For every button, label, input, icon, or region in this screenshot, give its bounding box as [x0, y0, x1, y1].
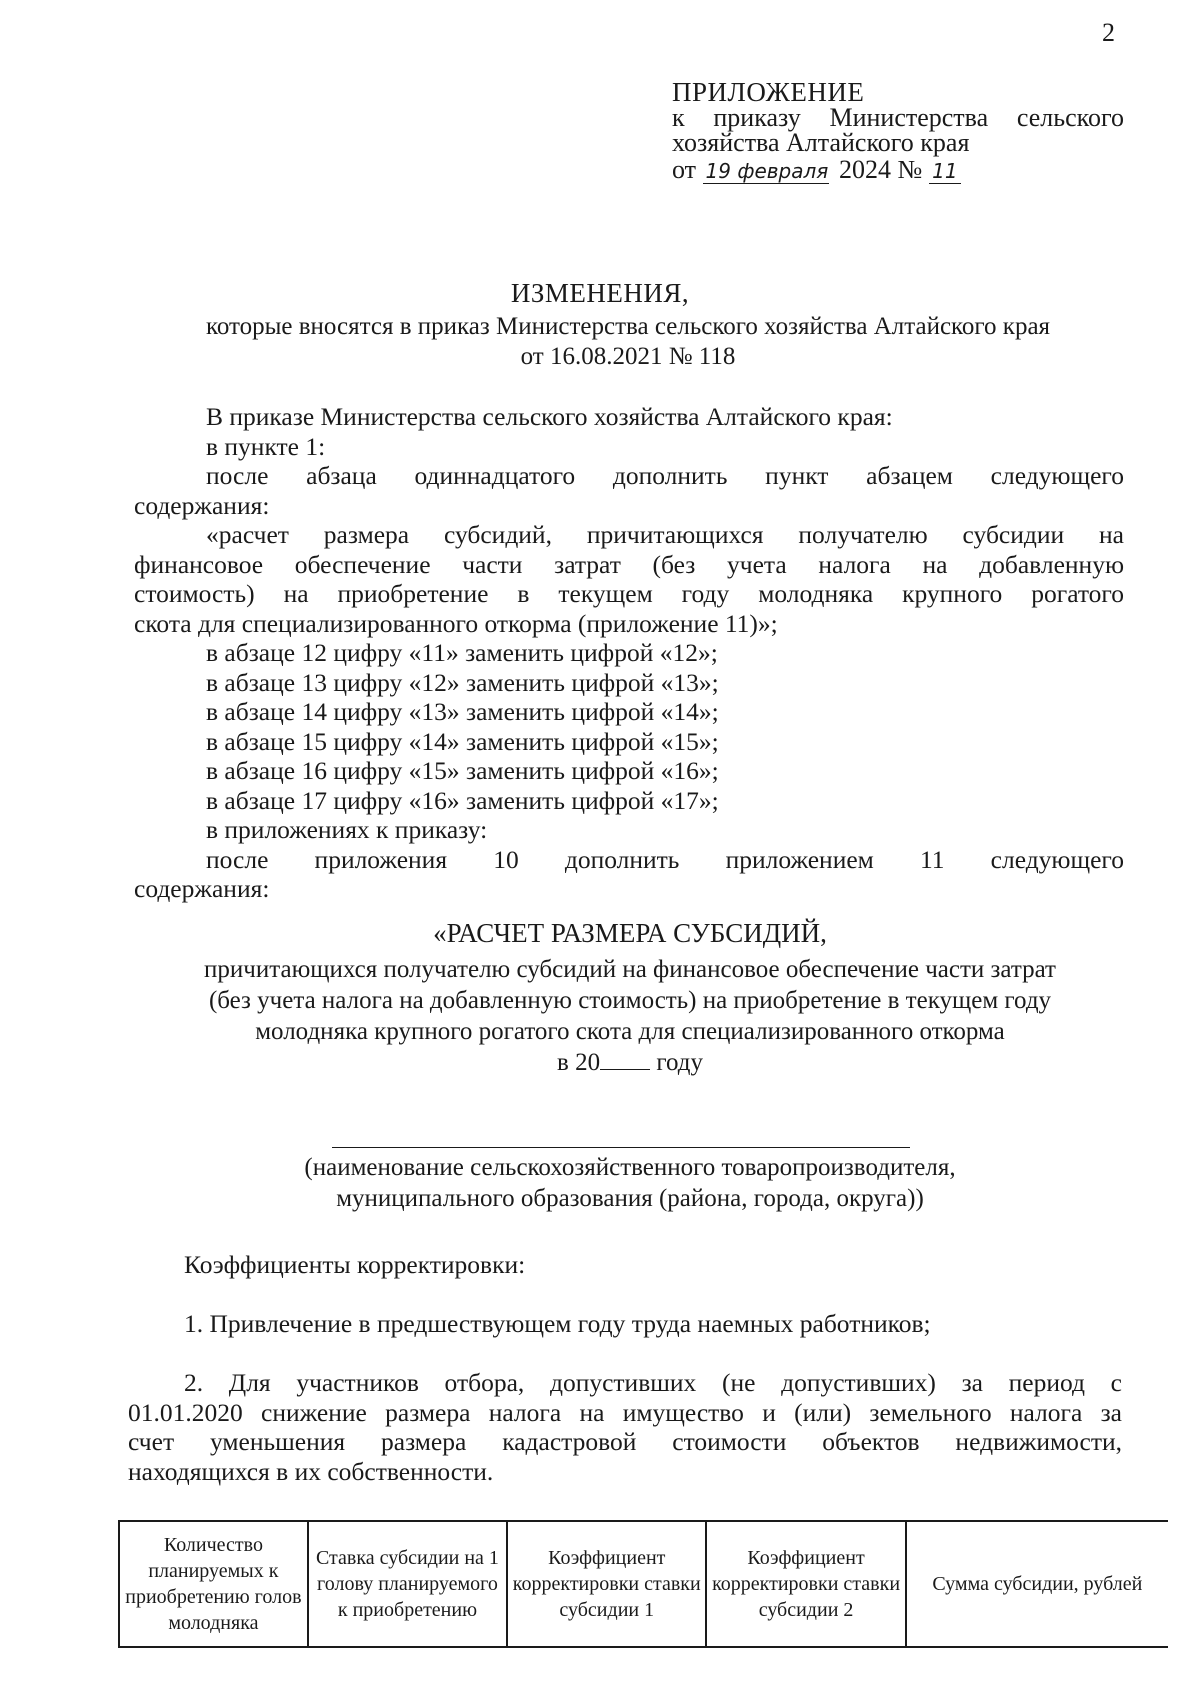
coefficient-line: 2. Для участников отбора, допустивших (не допустивших) за период с	[184, 1368, 1122, 1397]
handwritten-order-number: 11	[929, 159, 961, 184]
number-sign: №	[897, 155, 923, 184]
coefficient-line: находящихся в их собственности.	[128, 1456, 494, 1486]
coefficients-heading: Коэффициенты корректировки:	[184, 1250, 526, 1279]
subsidy-table	[118, 1520, 1168, 1648]
body-paragraph: скота для специализированного откорма (приложение 11)»;	[134, 608, 778, 638]
body-paragraph: в приложениях к приказу:	[206, 815, 488, 844]
handwritten-date: 19 февраля	[703, 159, 829, 184]
order-year: 2024	[839, 155, 892, 184]
calculation-subtitle-line: причитающихся получателю субсидий на финансовое обеспечение части затрат	[204, 956, 1056, 983]
calculation-subtitle-line: (без учета налога на добавленную стоимость) на приобретение в текущем году	[208, 987, 1052, 1014]
appendix-date	[672, 157, 1124, 184]
date-prefix: от	[672, 155, 697, 184]
table-header-cell: Ставка субсидии на 1 голову планируемого к приобретению	[308, 1521, 507, 1647]
table-header-cell: Коэффициент корректировки ставки субсидии 1	[507, 1521, 706, 1647]
replacement-item: в абзаце 17 цифру «16» заменить цифрой «17»;	[206, 785, 719, 815]
body-paragraph: стоимость) на приобретение в текущем году молодняка крупного рогатого	[134, 579, 1124, 608]
replacement-item: в абзаце 12 цифру «11» заменить цифрой «12»;	[206, 638, 718, 667]
name-caption	[130, 1152, 1130, 1214]
appendix-block	[672, 77, 1124, 184]
body-paragraph: финансовое обеспечение части затрат (без учета налога на добавленную	[134, 549, 1124, 579]
body-paragraph: содержания:	[134, 874, 270, 903]
calculation-title: «РАСЧЕТ РАЗМЕРА СУБСИДИЙ,	[433, 918, 827, 948]
changes-subtitle-line: которые вносятся в приказ Министерства сельского хозяйства Алтайского края	[205, 313, 1051, 340]
body-paragraph: в пункте 1:	[206, 431, 326, 461]
replacement-item: в абзаце 15 цифру «14» заменить цифрой «15»;	[206, 726, 719, 756]
changes-subtitle-line: от 16.08.2021 № 118	[520, 343, 736, 370]
year-blank	[600, 1049, 650, 1070]
table-header-cell: Сумма субсидии, рублей	[906, 1521, 1168, 1647]
year-suffix: году	[656, 1049, 703, 1076]
appendix-reference: к приказу Министерства сельского хозяйства Алтайского края	[672, 103, 1124, 157]
coefficient-line: 01.01.2020 снижение размера налога на имущество и (или) земельного налога за	[128, 1397, 1122, 1427]
calculation-subtitle	[130, 954, 1130, 1078]
changes-subtitle	[130, 312, 1126, 372]
calculation-year-line	[130, 1047, 1130, 1078]
order-body	[134, 402, 1124, 904]
caption-line: муниципального образования (района, города, округа))	[336, 1185, 924, 1212]
table-header-cell: Коэффициент корректировки ставки субсидии 2	[706, 1521, 905, 1647]
body-paragraph: В приказе Министерства сельского хозяйства Алтайского края:	[206, 402, 893, 431]
calculation-subtitle-line: молодняка крупного рогатого скота для специализированного откорма	[255, 1018, 1005, 1045]
coefficient-line: счет уменьшения размера кадастровой стоимости объектов недвижимости,	[128, 1427, 1122, 1456]
page-number: 2	[1102, 18, 1115, 47]
changes-title: ИЗМЕНЕНИЯ,	[510, 278, 690, 308]
replacement-item: в абзаце 16 цифру «15» заменить цифрой «16»;	[206, 756, 719, 785]
table-header-row	[119, 1521, 1168, 1647]
replacement-item: в абзаце 14 цифру «13» заменить цифрой «14»;	[206, 697, 719, 726]
caption-line: (наименование сельскохозяйственного товаропроизводителя,	[304, 1154, 956, 1181]
table-header-cell: Количество планируемых к приобретению голов молодняка	[119, 1521, 308, 1647]
body-paragraph: содержания:	[134, 490, 270, 520]
replacement-item: в абзаце 13 цифру «12» заменить цифрой «13»;	[206, 667, 719, 697]
body-paragraph: после приложения 10 дополнить приложением 11 следующего	[206, 844, 1124, 874]
appendix-title: ПРИЛОЖЕНИЕ	[672, 77, 865, 107]
name-fill-line	[332, 1147, 910, 1148]
coefficient-item-2	[128, 1368, 1122, 1486]
body-paragraph: «расчет размера субсидий, причитающихся получателю субсидии на	[206, 520, 1124, 549]
coefficient-item-1: 1. Привлечение в предшествующем году труда наемных работников;	[184, 1309, 931, 1338]
body-paragraph: после абзаца одиннадцатого дополнить пункт абзацем следующего	[206, 461, 1124, 490]
year-prefix: в 20	[557, 1049, 601, 1076]
